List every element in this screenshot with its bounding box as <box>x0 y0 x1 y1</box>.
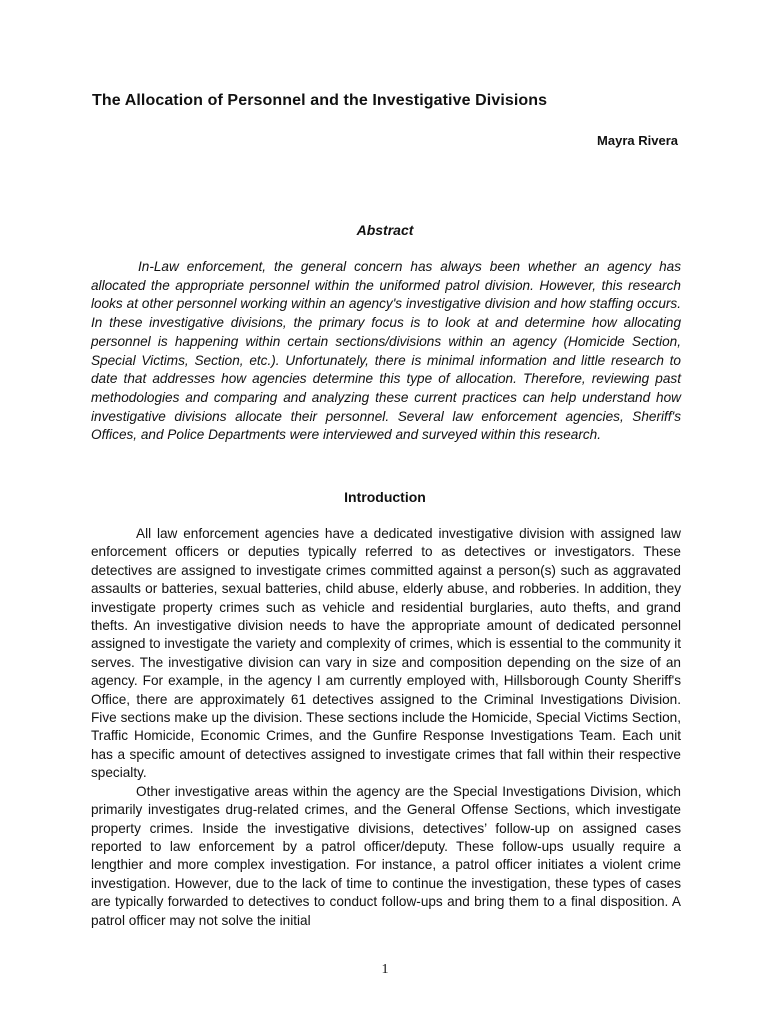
introduction-body <box>91 525 681 930</box>
abstract-heading: Abstract <box>356 222 414 238</box>
author-name: Mayra Rivera <box>597 133 678 148</box>
intro-paragraph: Other investigative areas within the agency are the Special Investigations Division, which primarily investigates drug-related crimes, and the General Offense Sections, which investigate property crimes. Inside the investigative divisions, detectives’ follow-up on assigned cases reported to law enforcement by a patrol officer/deputy. These follow-ups usually require a lengthier and more complex investigation. For instance, a patrol officer initiates a violent crime investigation. However, due to the lack of time to continue the investigation, these types of cases are typically forwarded to detectives to conduct follow-ups and bring them to a final disposition. A patrol officer may not solve the initial <box>91 783 681 928</box>
abstract-text: In-Law enforcement, the general concern has always been whether an agency has allocated the appropriate personnel within the uniformed patrol division. However, this research looks at other personnel working within an agency's investigative division and how staffing occurs. In these investigative divisions, the primary focus is to look at and determine how allocating personnel is happening within certain sections/divisions within an agency (Homicide Section, Special Victims, Section, etc.). Unfortunately, there is minimal information and little research to date that addresses how agencies determine this type of allocation. Therefore, reviewing past methodologies and comparing and analyzing these current practices can help understand how investigative divisions allocate their personnel. Several law enforcement agencies, Sheriff's Offices, and Police Departments were interviewed and surveyed within this research. <box>91 259 681 443</box>
page-number: 1 <box>381 962 389 977</box>
document-title: The Allocation of Personnel and the Investigative Divisions <box>92 92 548 109</box>
introduction-heading: Introduction <box>344 489 426 505</box>
intro-paragraph: All law enforcement agencies have a dedicated investigative division with assigned law enforcement officers or deputies typically referred to as detectives or investigators. These detectives are assigned to investigate crimes committed against a person(s) such as aggravated assaults or batteries, sexual batteries, child abuse, elderly abuse, and robberies. In addition, they investigate property crimes such as vehicle and residential burglaries, auto thefts, and grand thefts. An investigative division needs to have the appropriate amount of dedicated personnel assigned to investigate the variety and complexity of crimes, which is essential to the community it serves. The investigative division can vary in size and composition depending on the size of an agency. For example, in the agency I am currently employed with, Hillsborough County Sheriff's Office, there are approximately 61 detectives assigned to the Criminal Investigations Division. Five sections make up the division. These sections include the Homicide, Special Victims Section, Traffic Homicide, Economic Crimes, and the Gunfire Response Investigations Team. Each unit has a specific amount of detectives assigned to investigate crimes that fall within their respective specialty. <box>91 526 681 781</box>
